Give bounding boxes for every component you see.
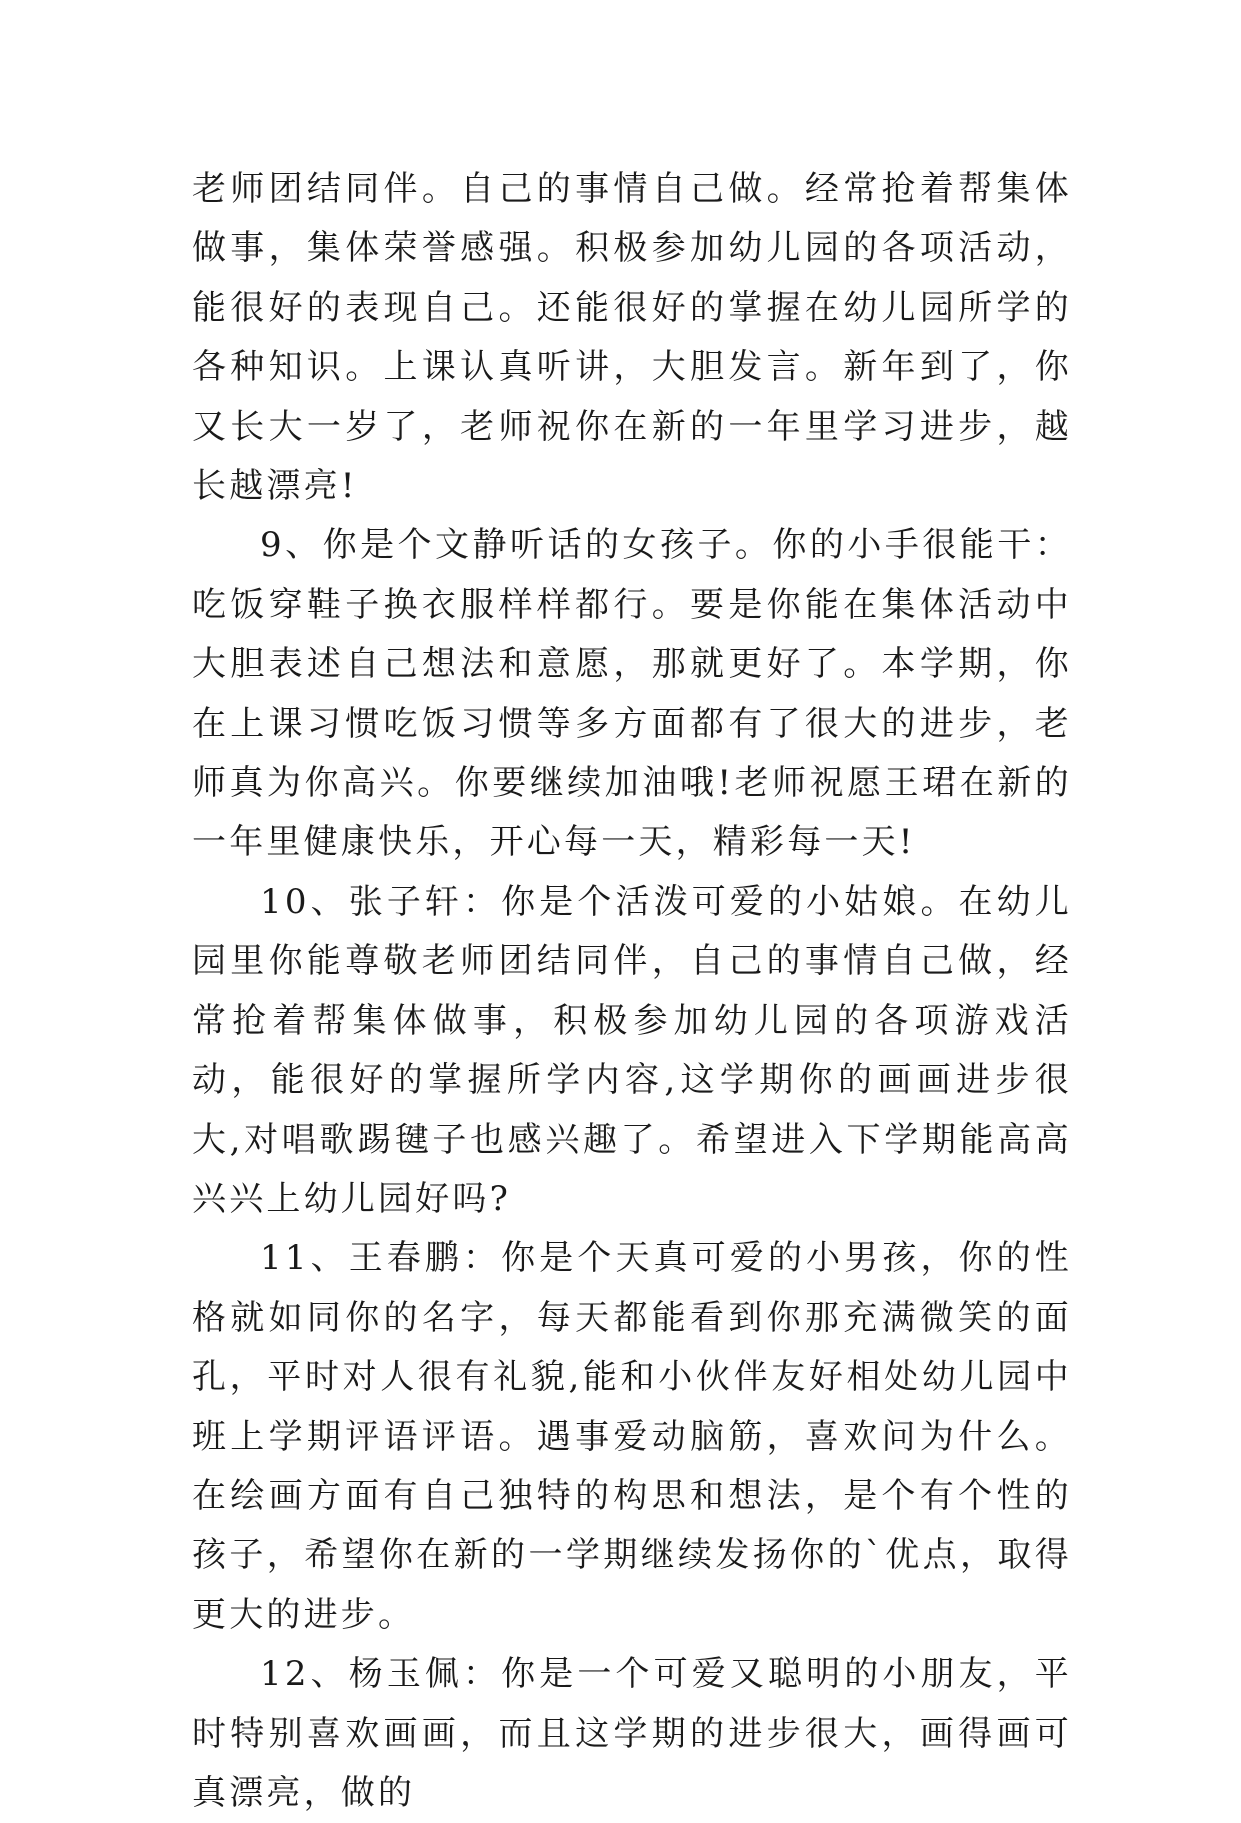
paragraph-continuation: 老师团结同伴。自己的事情自己做。经常抢着帮集体做事，集体荣誉感强。积极参加幼儿园的各项活动，能很好的表现自己。还能很好的掌握在幼儿园所学的各种知识。上课认真听讲，大胆发言。新年到了，你又长大一岁了，老师祝你在新的一年里学习进步，越长越漂亮! xyxy=(192,169,1072,507)
paragraph-comment-9: 9、你是个文静听话的女孩子。你的小手很能干：吃饭穿鞋子换衣服样样都行。要是你能在集体活动中大胆表述自己想法和意愿，那就更好了。本学期，你在上课习惯吃饭习惯等多方面都有了很大的进步，老师真为你高兴。你要继续加油哦!老师祝愿王珺在新的一年里健康快乐，开心每一天，精彩每一天! xyxy=(192,525,1072,863)
document-body xyxy=(192,160,1072,1823)
paragraph-comment-10: 10、张子轩：你是个活泼可爱的小姑娘。在幼儿园里你能尊敬老师团结同伴，自己的事情自己做，经常抢着帮集体做事，积极参加幼儿园的各项游戏活动，能很好的掌握所学内容,这学期你的画画进步很大,对唱歌踢毽子也感兴趣了。希望进入下学期能高高兴兴上幼儿园好吗? xyxy=(192,881,1072,1219)
paragraph-comment-11: 11、王春鹏：你是个天真可爱的小男孩，你的性格就如同你的名字，每天都能看到你那充满微笑的面孔，平时对人很有礼貌,能和小伙伴友好相处幼儿园中班上学期评语评语。遇事爱动脑筋，喜欢问为什么。在绘画方面有自己独特的构思和想法，是个有个性的孩子，希望你在新的一学期继续发扬你的`优点，取得更大的进步。 xyxy=(192,1238,1072,1635)
paragraph-comment-12: 12、杨玉佩：你是一个可爱又聪明的小朋友，平时特别喜欢画画，而且这学期的进步很大，画得画可真漂亮，做的 xyxy=(192,1654,1072,1813)
